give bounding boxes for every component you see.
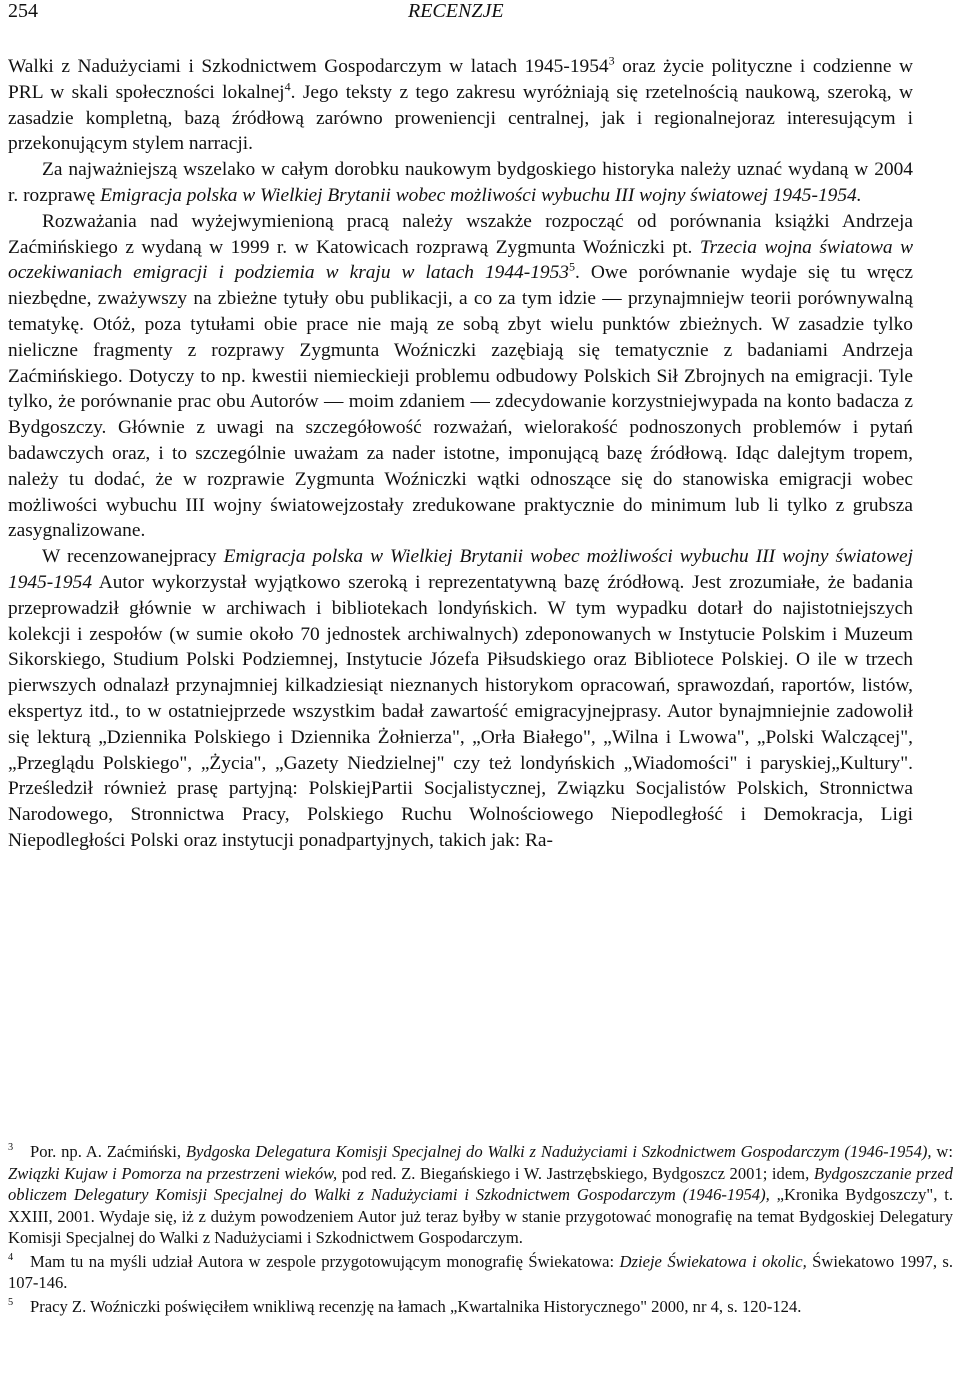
text-segment: Mam tu na myśli udział Autora w zespole przygotowującym monografię Świekatowa: bbox=[30, 1251, 620, 1271]
footnote-ref-3: 3 bbox=[608, 53, 615, 68]
text-segment: Za najważniejszą wszelako w całym dorobku naukowym bydgoskiego historyka należy uznać wydaną w 2004 r. rozprawę bbox=[8, 159, 913, 206]
paragraph-4 bbox=[8, 544, 913, 854]
cited-title: Bydgoska Delegatura Komisji Specjalnej do Walki z Nadużyciami i Szkodnictwem Gospodarczym (1946-1954), bbox=[185, 1142, 932, 1161]
text-segment: W recenzowanejpracy bbox=[42, 546, 224, 568]
paragraph-1 bbox=[8, 54, 913, 157]
text-segment: pod red. Z. Biegańskiego i W. Jastrzębskiego, Bydgoszcz 2001; idem, bbox=[337, 1163, 814, 1183]
page-header bbox=[8, 0, 952, 26]
footnote-3: 3 Por. np. A. Zaćmiński, Bydgoska Delegatura Komisji Specjalnej do Walki z Nadużyciami i Szkodnictwem Gospodarczym (1946-1954), w: Związki Kujaw i Pomorza na przestrzeni wieków, pod red. Z. Biegańskiego i W. Jastrzębskiego, Bydgoszcz 2001; idem, Bydgoszczanie przed obliczem Delegatury Komisji Specjalnej do Walki z Nadużyciami i Szkodnictwem Gospodarczym (1946-1954), „Kronika Bydgoszczy", t. XXIII, 2001. Wydaje się, iż z dużym powodzeniem Autor już teraz byłby w stanie przygotować monografię na temat Bydgoskiej Delegatury Komisji Specjalnej do Walki z Nadużyciami i Szkodnictwem Gospodarczym. bbox=[8, 1142, 953, 1247]
text-segment: Rozważania nad wyżejwymienioną pracą należy wszakże rozpocząć od porównania książki Andrzeja Zaćmińskiego z wydaną w 1999 r. w Katowicach rozprawą Zygmunta Woźniczki pt. bbox=[8, 210, 913, 258]
paragraph-3 bbox=[8, 209, 913, 544]
cited-title: Dzieje Świekatowa i okolic, bbox=[619, 1251, 807, 1271]
footnote-ref-5: 5 bbox=[568, 259, 575, 274]
text-segment: „Kronika Bydgoszczy", t. XXIII, 2001. Wydaje się, iż z dużym powodzeniem Autor już teraz byłby w stanie przygotować monografię na temat Bydgoskiej Delegatury Komisji Specjalnej do Walki z Nadużyciami i Szkodnictwem Gospodarczym. bbox=[8, 1185, 953, 1247]
book-title: Emigracja polska w Wielkiej Brytanii wobec możliwości wybuchu III wojny światowej 1945-1954. bbox=[100, 184, 862, 206]
paragraph-2 bbox=[8, 157, 913, 209]
text-segment: Por. np. A. Zaćmiński, bbox=[30, 1142, 186, 1161]
text-segment: . Jego teksty z tego zakresu wyróżniają się rzetelnością naukową, szeroką, w zasadzie kompletną, bazą źródłową zarówno proweniencji centralnej, jak i regionalnejoraz interesującym i przekonującym stylem narracji. bbox=[8, 81, 913, 155]
text-segment: . Owe porównanie wydaje się tu wręcz niezbędne, zważywszy na zbieżne tytuły obu publikacji, a co za tym idzie — przynajmniejw teorii porównywalną tematykę. Otóż, poza tytułami obie prace nie mają ze sobą zbyt wielu punktów zbieżnych. W zasadzie tylko nieliczne fragmenty z rozprawy Zygmunta Woźniczki zazębiają się tematycznie z badaniami Andrzeja Zaćmińskiego. Dotyczy to np. kwestii niemieckieji problemu odbudowy Polskich Sił Zbrojnych na emigracji. Tyle tylko, że porównanie prac obu Autorów — moim zdaniem — zdecydowanie korzystniejwypada na konto badacza z Bydgoszczy. Głównie z uwagi na szczegółowość rozważań, wielorakość podnoszonych problemów i pytań badawczych oraz, i to szczególnie uważam za nader istotne, imponującą bazę źródłową. Idąc dalejtym tropem, należy tu dodać, że w rozprawie Zygmunta Woźniczki wątki odnoszące się do stanowiska emigracji wobec możliwości wybuchu III wojny światowejzostały zredukowane praktycznie do minimum lub li tylko z grubsza zasygnalizowane. bbox=[8, 262, 913, 542]
cited-title: Związki Kujaw i Pomorza na przestrzeni wieków, bbox=[8, 1163, 338, 1183]
running-title: RECENZJE bbox=[408, 0, 504, 22]
footnotes bbox=[8, 1141, 953, 1319]
book-title: Trzecia wojna światowa w oczekiwaniach emigracji i podziemia w kraju w latach 1944-1953 bbox=[8, 236, 914, 284]
text-segment: Walki z Nadużyciami i Szkodnictwem Gospodarczym w latach 1945-1954 bbox=[8, 56, 609, 77]
book-title: Emigracja polska w Wielkiej Brytanii wobec możliwości wybuchu III wojny światowej 1945-1954 bbox=[8, 546, 914, 593]
footnote-4: 4 Mam tu na myśli udział Autora w zespole przygotowującym monografię Świekatowa: Dzieje Świekatowa i okolic, Świekatowo 1997, s. 107-146. bbox=[8, 1251, 953, 1292]
footnote-5: 5 Pracy Z. Woźniczki poświęciłem wnikliwą recenzję na łamach „Kwartalnika Historycznego" 2000, nr 4, s. 120-124. bbox=[8, 1296, 802, 1316]
page-number: 254 bbox=[8, 0, 38, 22]
text-segment: Świekatowo 1997, s. 107-146. bbox=[8, 1251, 953, 1292]
cited-title: Bydgoszczanie przed obliczem Delegatury Komisji Specjalnej do Walki z Nadużyciami i Szkodnictwem Gospodarczym (1946-1954), bbox=[8, 1163, 953, 1204]
main-text bbox=[8, 54, 913, 854]
text-segment: Autor wykorzystał wyjątkowo szeroką i reprezentatywną bazę źródłową. Jest zrozumiałe, że badania przeprowadził głównie w archiwach i bibliotekach londyńskich. W tym wypadku dotarł do najistotniejszych kolekcji i zespołów (w sumie około 70 jednostek archiwalnych) zdeponowanych w Instytucie Polskim i Muzeum Sikorskiego, Studium Polski Podziemnej, Instytucie Józefa Piłsudskiego oraz Bibliotece Polskiej. O ile w trzech pierwszych odnalazł przynajmniej kilkadziesiąt nieznanych historykom opracowań, sprawozdań, raportów, listów, ekspertyz itd., to w ostatniejprzede wszystkim badał zawartość emigracyjnejprasy. Autor bynajmniejnie zadowolił się lekturą „Dziennika Polskiego i Dziennika Żołnierza", „Orła Białego", „Wilna i Lwowa", „Polski Walczącej", „Przeglądu Polskiego", „Życia", „Gazety Niedzielnej" czy też londyńskich „Wiadomości" i paryskiej„Kultury". Prześledził również prasę partyjną: PolskiejPartii Socjalistycznej, Związku Socjalistów Polskich, Stronnictwa Narodowego, Stronnictwa Pracy, Polskiego Ruchu Wolnościowego Niepodległość i Demokracja, Ligi Niepodległości Polski oraz instytucji ponadpartyjnych, takich jak: Ra- bbox=[8, 571, 913, 851]
footnote-ref-4: 4 bbox=[284, 79, 291, 94]
text-segment: Pracy Z. Woźniczki poświęciłem wnikliwą recenzję na łamach „Kwartalnika Historycznego" 2000, nr 4, s. 120-124. bbox=[30, 1296, 802, 1316]
text-segment: w: bbox=[931, 1142, 953, 1161]
text-segment: oraz życie polityczne i codzienne w PRL w skali społeczności lokalnej bbox=[8, 56, 913, 103]
